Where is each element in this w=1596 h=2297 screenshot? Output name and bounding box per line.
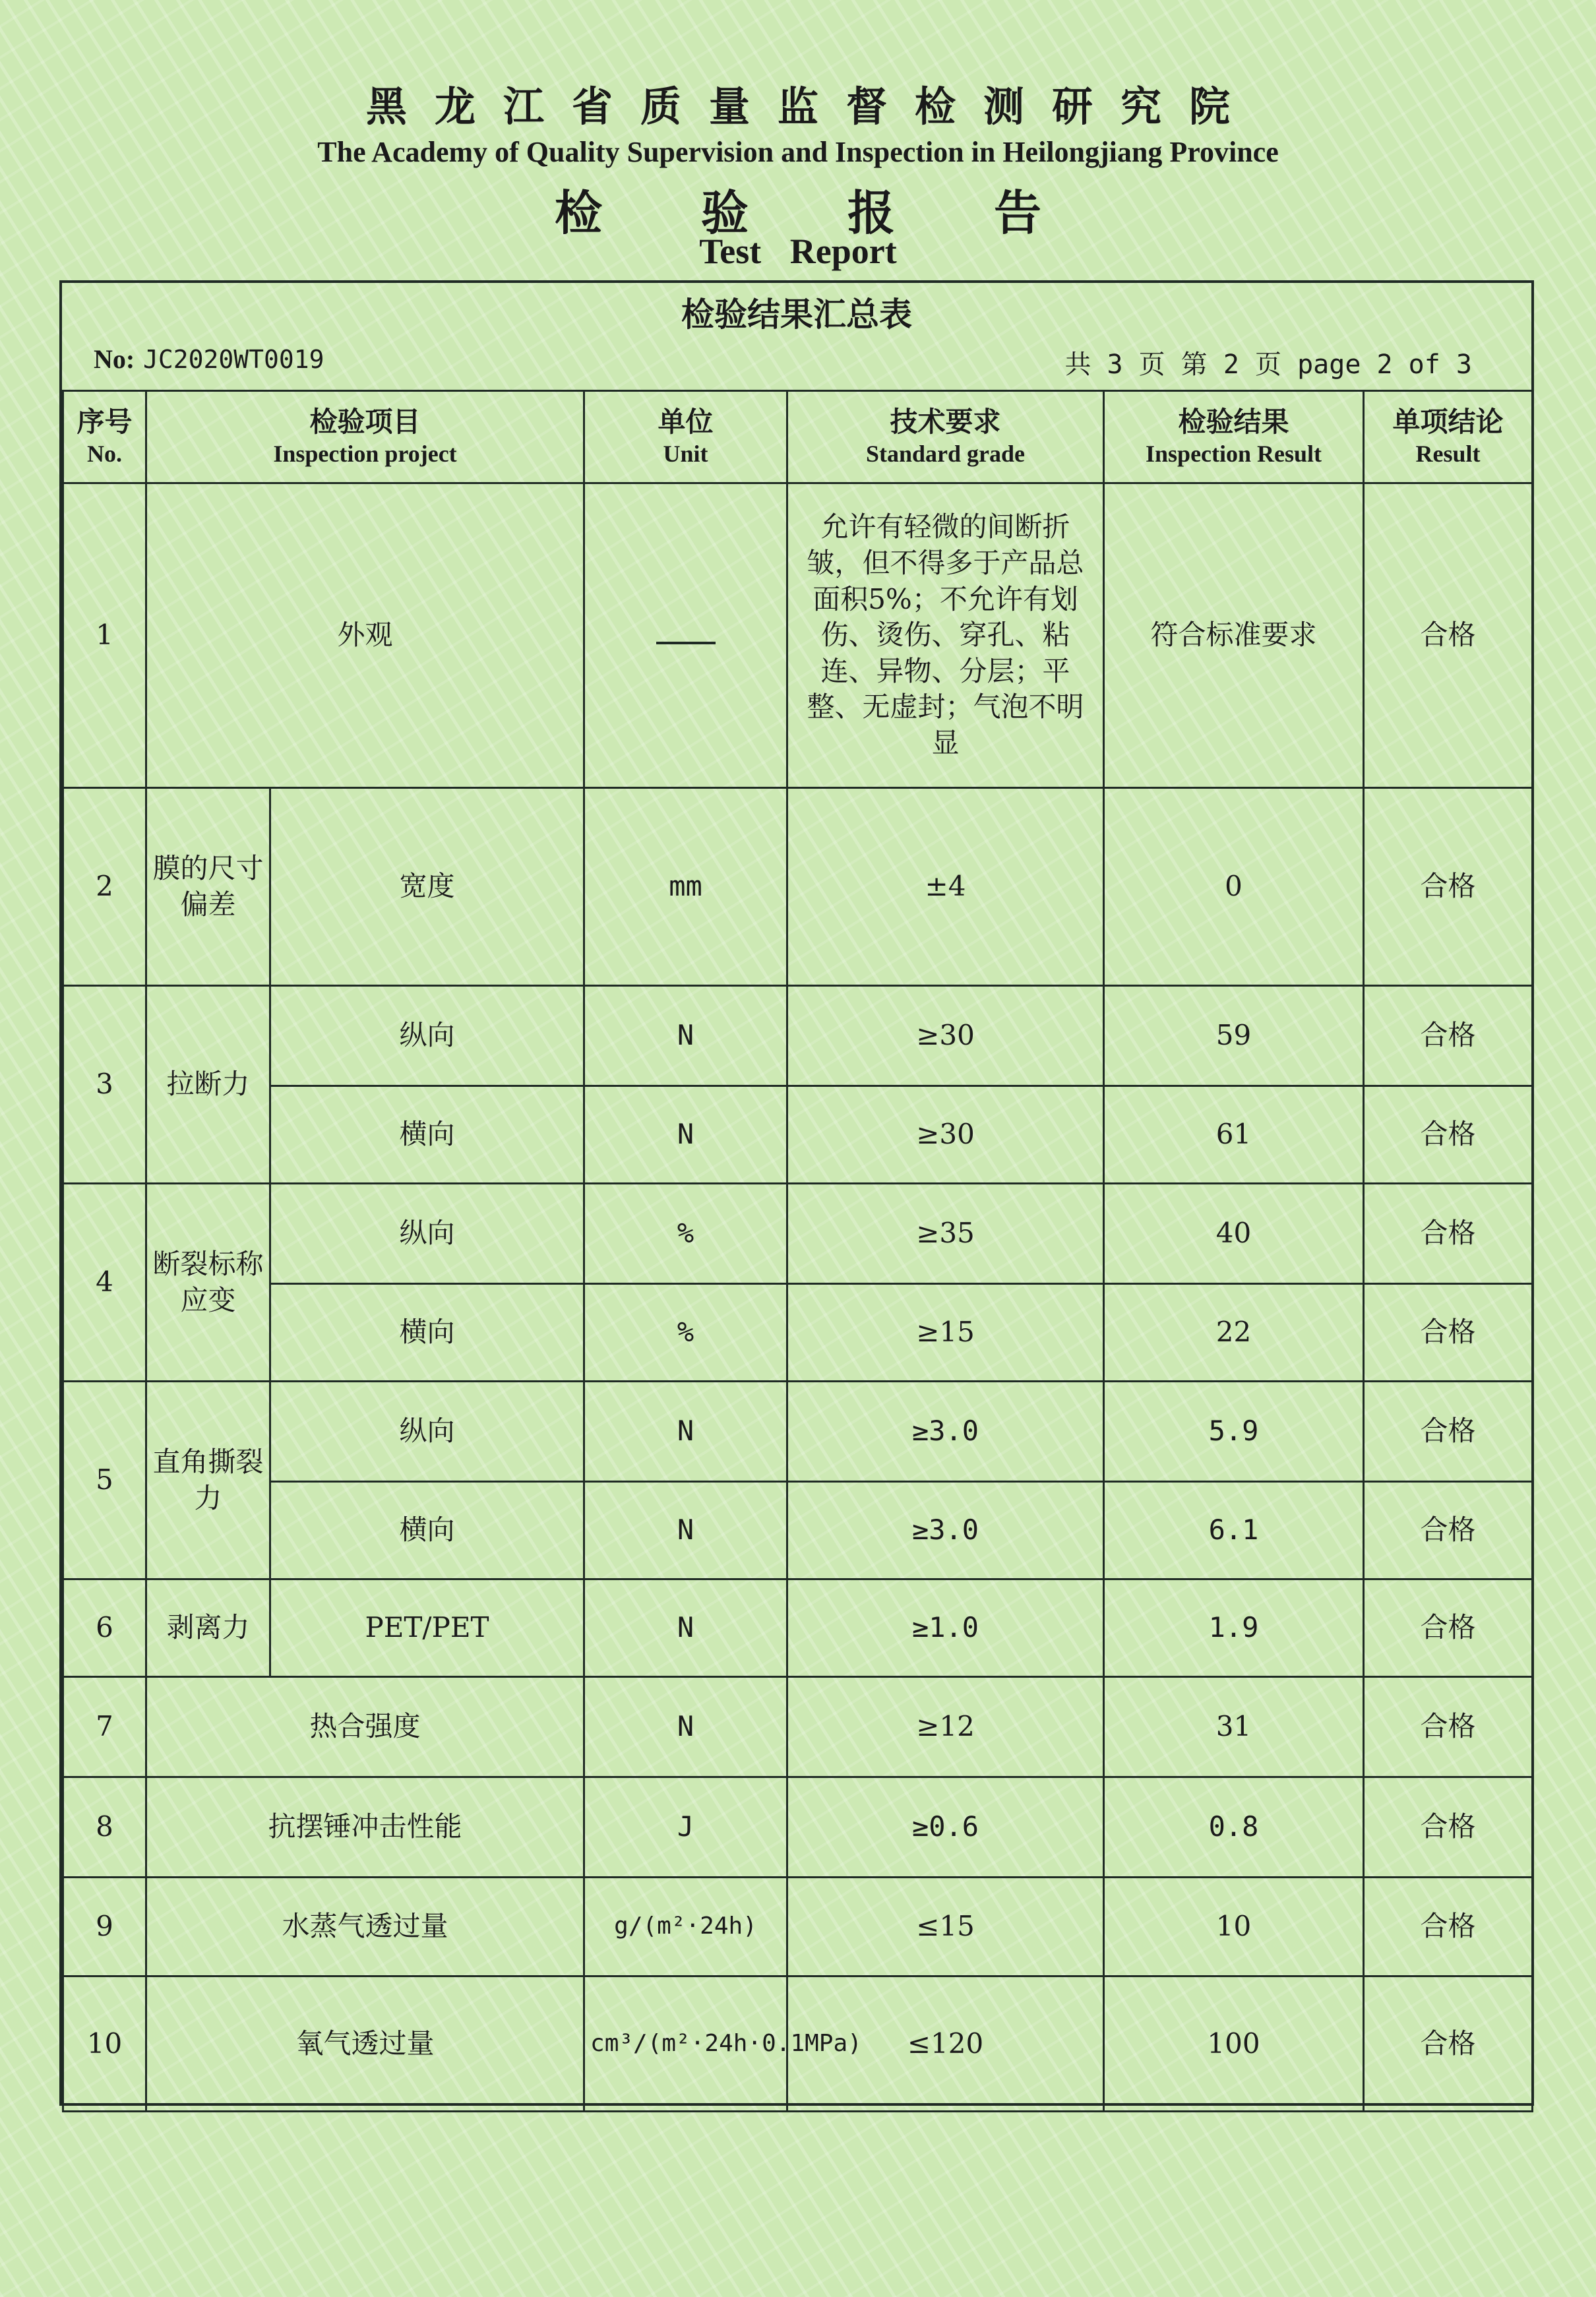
row-item: 氧气透过量 bbox=[146, 1976, 584, 2112]
row-no: 5 bbox=[63, 1382, 146, 1579]
row-result: 1.9 bbox=[1104, 1579, 1364, 1677]
row-item: 剥离力 bbox=[146, 1579, 270, 1677]
row-subitem: PET/PET bbox=[270, 1579, 584, 1677]
row-conclusion: 合格 bbox=[1364, 1777, 1533, 1878]
row-conclusion: 合格 bbox=[1364, 1579, 1533, 1677]
row-result: 0.8 bbox=[1104, 1777, 1364, 1878]
report-title-en: Test Report bbox=[699, 231, 897, 271]
row-unit bbox=[584, 483, 787, 788]
results-frame bbox=[59, 280, 1534, 2106]
row-requirement: ≥30 bbox=[787, 1086, 1104, 1184]
row-item: 热合强度 bbox=[146, 1677, 584, 1777]
row-conclusion: 合格 bbox=[1364, 1382, 1533, 1482]
col-header-item: 检验项目 Inspection project bbox=[146, 391, 584, 483]
row-item: 外观 bbox=[146, 483, 584, 788]
row-requirement: 允许有轻微的间断折皱，但不得多于产品总面积5%；不允许有划伤、烫伤、穿孔、粘连、异物、分层；平整、无虚封；气泡不明显 bbox=[787, 483, 1104, 788]
row-subitem: 纵向 bbox=[270, 1184, 584, 1284]
row-conclusion: 合格 bbox=[1364, 986, 1533, 1086]
table-row bbox=[63, 1284, 1533, 1382]
row-subitem: 横向 bbox=[270, 1086, 584, 1184]
table-row bbox=[63, 1579, 1533, 1677]
report-number bbox=[94, 344, 324, 375]
page-info: 共 3 页 第 2 页 page 2 of 3 bbox=[1064, 350, 1472, 380]
row-conclusion: 合格 bbox=[1364, 1878, 1533, 1976]
row-item: 断裂标称应变 bbox=[146, 1184, 270, 1382]
table-row bbox=[63, 1976, 1533, 2112]
institute-name-en: The Academy of Quality Supervision and Inspection in Heilongjiang Province bbox=[317, 136, 1279, 168]
row-no: 6 bbox=[63, 1579, 146, 1677]
table-header-row bbox=[63, 391, 1533, 483]
row-unit: cm³/(m²·24h·0.1MPa) bbox=[584, 1976, 787, 2112]
dash-mark bbox=[656, 642, 716, 644]
row-item: 拉断力 bbox=[146, 986, 270, 1184]
row-unit: N bbox=[584, 1086, 787, 1184]
table-row bbox=[63, 1777, 1533, 1878]
row-requirement: ±4 bbox=[787, 788, 1104, 986]
row-subitem: 横向 bbox=[270, 1482, 584, 1579]
table-row bbox=[63, 1878, 1533, 1976]
row-requirement: ≥30 bbox=[787, 986, 1104, 1086]
table-row bbox=[63, 788, 1533, 986]
row-conclusion: 合格 bbox=[1364, 1482, 1533, 1579]
row-subitem: 横向 bbox=[270, 1284, 584, 1382]
row-subitem: 纵向 bbox=[270, 986, 584, 1086]
row-unit: N bbox=[584, 986, 787, 1086]
col-header-conclusion: 单项结论 Result bbox=[1364, 391, 1533, 483]
row-no: 10 bbox=[63, 1976, 146, 2112]
report-number-value: JC2020WT0019 bbox=[142, 345, 324, 374]
results-table bbox=[62, 390, 1533, 2112]
col-header-unit: 单位 Unit bbox=[584, 391, 787, 483]
table-row bbox=[63, 986, 1533, 1086]
row-result: 0 bbox=[1104, 788, 1364, 986]
row-unit: % bbox=[584, 1284, 787, 1382]
row-conclusion: 合格 bbox=[1364, 1184, 1533, 1284]
row-conclusion: 合格 bbox=[1364, 788, 1533, 986]
row-unit: N bbox=[584, 1482, 787, 1579]
row-conclusion: 合格 bbox=[1364, 483, 1533, 788]
row-conclusion: 合格 bbox=[1364, 1086, 1533, 1184]
report-title-cn: 检验报告 bbox=[554, 185, 1140, 241]
summary-title: 检验结果汇总表 bbox=[681, 295, 912, 334]
table-row bbox=[63, 1677, 1533, 1777]
row-no: 7 bbox=[63, 1677, 146, 1777]
row-result: 6.1 bbox=[1104, 1482, 1364, 1579]
row-unit: J bbox=[584, 1777, 787, 1878]
row-no: 1 bbox=[63, 483, 146, 788]
row-unit: N bbox=[584, 1579, 787, 1677]
row-result: 61 bbox=[1104, 1086, 1364, 1184]
row-unit: N bbox=[584, 1382, 787, 1482]
col-header-no: 序号 No. bbox=[63, 391, 146, 483]
row-result: 31 bbox=[1104, 1677, 1364, 1777]
row-item: 直角撕裂力 bbox=[146, 1382, 270, 1579]
row-requirement: ≥12 bbox=[787, 1677, 1104, 1777]
row-unit: mm bbox=[584, 788, 787, 986]
row-subitem: 宽度 bbox=[270, 788, 584, 986]
row-item: 膜的尺寸偏差 bbox=[146, 788, 270, 986]
row-result: 符合标准要求 bbox=[1104, 483, 1364, 788]
row-result: 59 bbox=[1104, 986, 1364, 1086]
row-no: 9 bbox=[63, 1878, 146, 1976]
row-unit: % bbox=[584, 1184, 787, 1284]
institute-name-cn: 黑龙江省质量监督检测研究院 bbox=[365, 82, 1258, 131]
row-no: 8 bbox=[63, 1777, 146, 1878]
row-requirement: ≤15 bbox=[787, 1878, 1104, 1976]
row-requirement: ≥1.0 bbox=[787, 1579, 1104, 1677]
row-result: 100 bbox=[1104, 1976, 1364, 2112]
row-requirement: ≥35 bbox=[787, 1184, 1104, 1284]
row-unit: g/(m²·24h) bbox=[584, 1878, 787, 1976]
row-conclusion: 合格 bbox=[1364, 1677, 1533, 1777]
row-result: 22 bbox=[1104, 1284, 1364, 1382]
table-row bbox=[63, 1482, 1533, 1579]
table-row bbox=[63, 483, 1533, 788]
report-number-label: No: bbox=[94, 344, 135, 374]
row-requirement: ≥15 bbox=[787, 1284, 1104, 1382]
row-conclusion: 合格 bbox=[1364, 1284, 1533, 1382]
row-conclusion: 合格 bbox=[1364, 1976, 1533, 2112]
col-header-result: 检验结果 Inspection Result bbox=[1104, 391, 1364, 483]
row-result: 5.9 bbox=[1104, 1382, 1364, 1482]
row-result: 40 bbox=[1104, 1184, 1364, 1284]
row-item: 抗摆锤冲击性能 bbox=[146, 1777, 584, 1878]
table-row bbox=[63, 1086, 1533, 1184]
row-requirement: ≥0.6 bbox=[787, 1777, 1104, 1878]
table-row bbox=[63, 1382, 1533, 1482]
row-requirement: ≤120 bbox=[787, 1976, 1104, 2112]
row-subitem: 纵向 bbox=[270, 1382, 584, 1482]
row-result: 10 bbox=[1104, 1878, 1364, 1976]
row-no: 3 bbox=[63, 986, 146, 1184]
table-row bbox=[63, 1184, 1533, 1284]
row-no: 2 bbox=[63, 788, 146, 986]
row-requirement: ≥3.0 bbox=[787, 1382, 1104, 1482]
col-header-requirement: 技术要求 Standard grade bbox=[787, 391, 1104, 483]
row-requirement: ≥3.0 bbox=[787, 1482, 1104, 1579]
row-unit: N bbox=[584, 1677, 787, 1777]
row-no: 4 bbox=[63, 1184, 146, 1382]
row-item: 水蒸气透过量 bbox=[146, 1878, 584, 1976]
